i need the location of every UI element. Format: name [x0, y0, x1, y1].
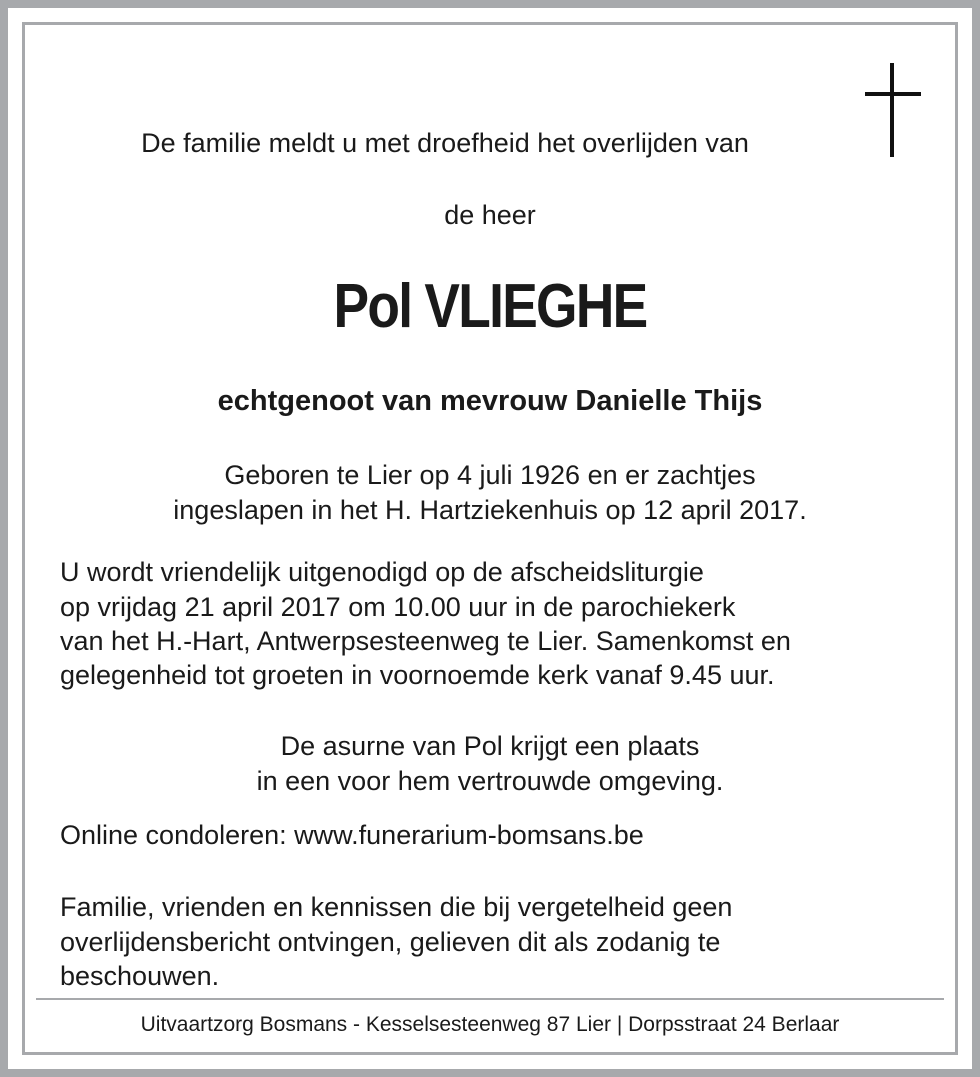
deceased-name: Pol VLIEGHE — [333, 272, 647, 341]
funeral-home-footer: Uitvaartzorg Bosmans - Kesselsesteenweg 87 Lier | Dorpsstraat 24 Berlaar — [140, 1013, 840, 1036]
title-text: de heer — [444, 200, 536, 230]
intro-text: De familie meldt u met droefheid het overlijden van — [141, 128, 749, 158]
spouse-text: echtgenoot van mevrouw Danielle Thijs — [217, 385, 763, 417]
birth-line-2: ingeslapen in het H. Hartziekenhuis op 12 april 2017. — [173, 495, 807, 525]
birth-line-1: Geboren te Lier op 4 juli 1926 en er zachtjes — [224, 460, 756, 490]
urn-line-1: De asurne van Pol krijgt een plaats — [280, 731, 700, 761]
notice-line-2: overlijdensbericht ontvingen, gelieven dit als zodanig te — [60, 927, 721, 957]
footer-divider — [36, 998, 944, 1000]
invitation-line-2: op vrijdag 21 april 2017 om 10.00 uur in de parochiekerk — [60, 592, 736, 622]
invitation-line-4: gelegenheid tot groeten in voornoemde kerk vanaf 9.45 uur. — [60, 660, 775, 690]
invitation-line-3: van het H.-Hart, Antwerpsesteenweg te Lier. Samenkomst en — [60, 626, 791, 656]
urn-line-2: in een voor hem vertrouwde omgeving. — [256, 766, 724, 796]
invitation-line-1: U wordt vriendelijk uitgenodigd op de afscheidsliturgie — [60, 557, 704, 587]
notice-line-1: Familie, vrienden en kennissen die bij vergetelheid geen — [60, 892, 733, 922]
notice-line-3: beschouwen. — [60, 961, 220, 991]
online-condolence-text: Online condoleren: www.funerarium-bomsans.be — [60, 820, 644, 850]
